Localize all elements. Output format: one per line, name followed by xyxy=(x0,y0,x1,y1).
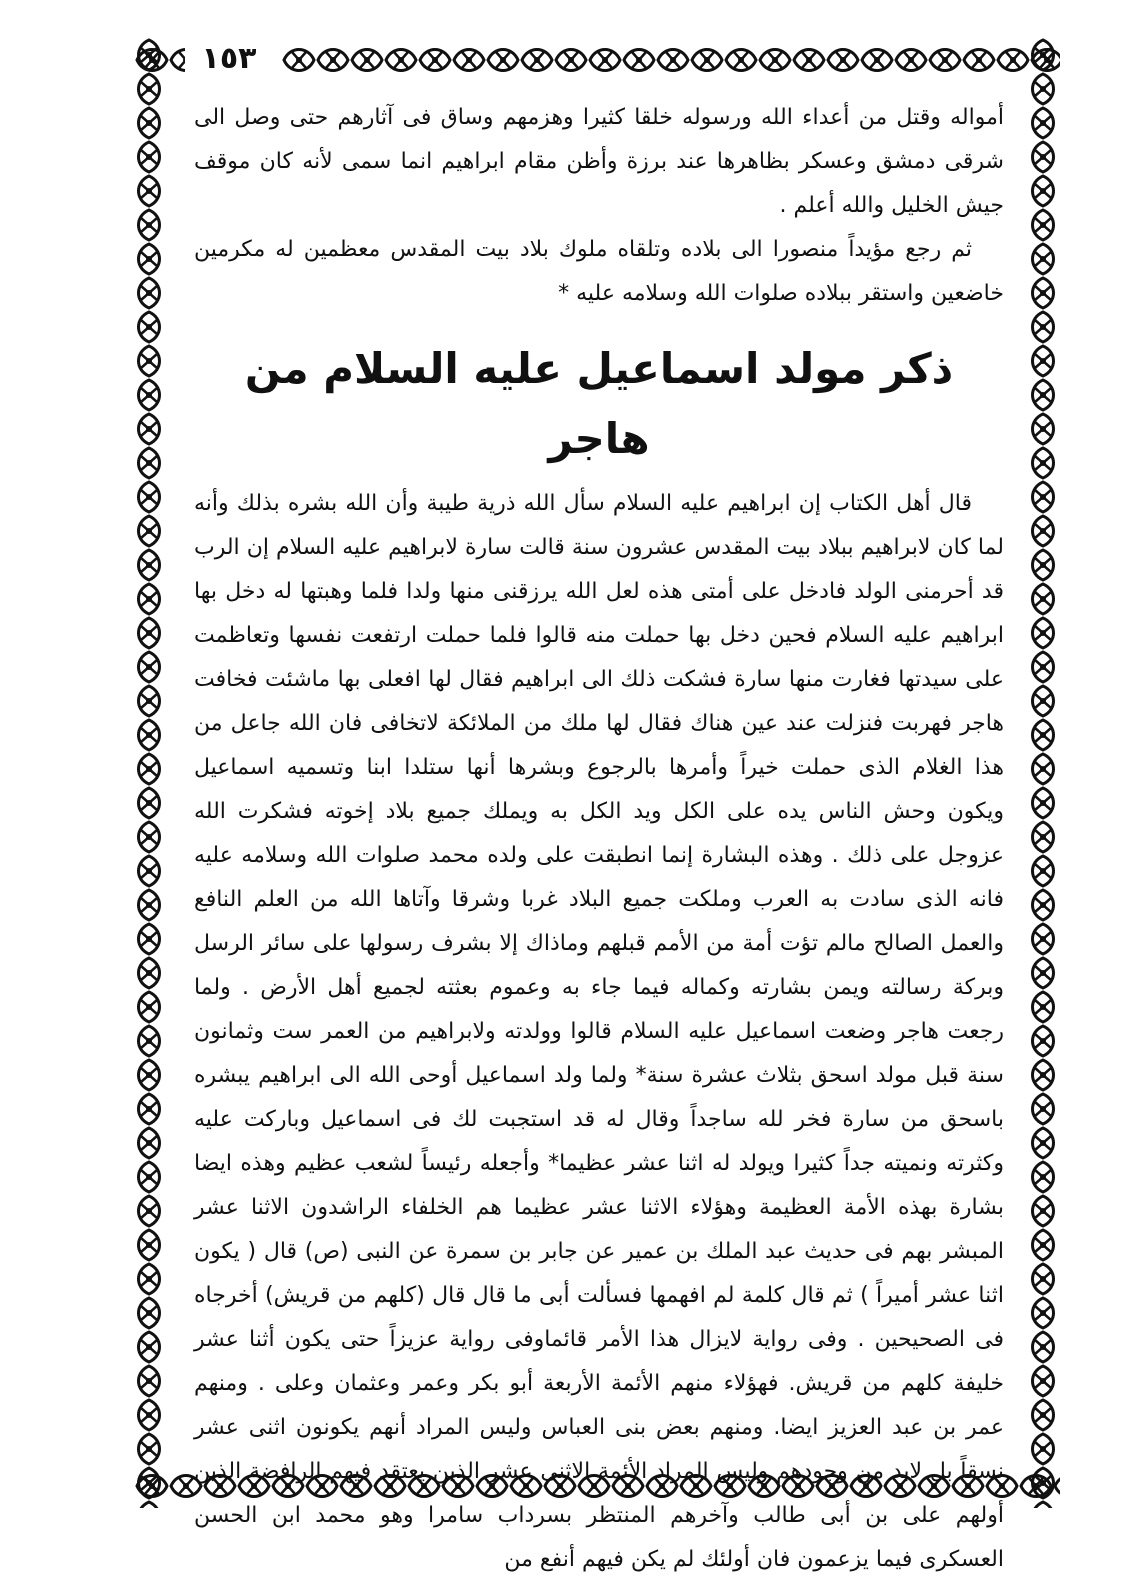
paragraph-intro-2: ثم رجع مؤيداً منصورا الى بلاده وتلقاه ملوك بلاد بيت المقدس معظمين له مكرمين خاضعين واستقر ببلاده صلوات الله وسلامه عليه * xyxy=(194,237,1004,306)
ornamental-border-top xyxy=(282,38,1060,82)
section-heading: ذكر مولد اسماعيل عليه السلام من هاجر xyxy=(244,344,954,463)
page-number: ١٥٣ xyxy=(201,40,257,76)
ornamental-border-right xyxy=(1020,38,1066,1508)
ornamental-border-left xyxy=(126,38,172,1508)
chain-ornament-right xyxy=(1020,38,1066,1508)
paragraph-main: قال أهل الكتاب إن ابراهيم عليه السلام سأل الله ذرية طيبة وأن الله بشره بذلك وأنه لما كان لابراهيم ببلاد بيت المقدس عشرون سنة قالت سارة لابراهيم عليه السلام إن الرب قد أحرمنى الولد فادخل على أمتى هذه لعل الله يرزقنى منها ولدا فلما وهبتها له دخل بها ابراهيم عليه السلام فحين دخل بها حملت منه قالوا فلما حملت ارتفعت نفسها وتعاظمت على سيدتها فغارت منها سارة فشكت ذلك الى ابراهيم فقال لها افعلى بها ماشئت فخافت هاجر فهربت فنزلت عند عين هناك فقال لها ملك من الملائكة لاتخافى فان الله جاعل من هذا الغلام الذى حملت خيراً وأمرها بالرجوع وبشرها أنها ستلدا ابنا وتسميه اسماعيل ويكون وحش الناس يده على الكل ويد الكل به ويملك جميع بلاد إخوته فشكرت الله عزوجل على ذلك . وهذه البشارة إنما انطبقت على ولده محمد صلوات الله وسلامه عليه فانه الذى سادت به العرب وملكت جميع البلاد غربا وشرقا وآتاها الله من العلم النافع والعمل الصالح مالم تؤت أمة من الأمم قبلهم وماذاك إلا بشرف رسولها على سائر الرسل وبركة رسالته ويمن بشارته وكماله فيما جاء به وعموم بعثته لجميع أهل الأرض . ولما رجعت هاجر وضعت اسماعيل عليه السلام قالوا وولدته ولابراهيم من العمر ست وثمانون سنة قبل مولد اسحق بثلاث عشرة سنة* ولما ولد اسماعيل أوحى الله الى ابراهيم يبشره باسحق من سارة فخر لله ساجداً وقال له قد استجبت لك فى اسماعيل وباركت عليه وكثرته ونميته جداً كثيرا ويولد له اثنا عشر عظيما* وأجعله رئيساً لشعب عظيم وهذه ايضا بشارة بهذه الأمة العظيمة وهؤلاء الاثنا عشر عظيما هم الخلفاء الراشدون الاثنا عشر المبشر بهم فى حديث عبد الملك بن عمير عن جابر بن سمرة عن النبى (ص) قال ( يكون اثنا عشر أميراً ) ثم قال كلمة لم افهمها فسألت أبى ما قال قال (كلهم من قريش) أخرجاه فى الصحيحين . وفى رواية لايزال هذا الأمر قائماوفى رواية عزيزاً حتى يكون أثنا عشر خليفة كلهم من قريش. فهؤلاء منهم الأئمة الأربعة أبو بكر وعمر وعثمان وعلى . ومنهم عمر بن عبد العزيز ايضا. ومنهم بعض بنى العباس وليس المراد أنهم يكونون اثنى عشر نسقاً بل لابد من وجودهم وليس المراد الأئمة الاثنى عشر الذين يعتقد فيهم الرافضة الذين أولهم على بن أبى طالب وآخرهم المنتظر بسرداب سامرا وهو محمد ابن الحسن العسكرى فيما يزعمون فان أولئك لم يكن فيهم أنفع من xyxy=(194,491,1004,1572)
page-body xyxy=(194,96,1004,1572)
chain-ornament-left xyxy=(126,38,172,1508)
chain-ornament-top xyxy=(282,38,1060,82)
paragraph-intro-1: أمواله وقتل من أعداء الله ورسوله خلقا كثيرا وهزمهم وساق فى آثارهم حتى وصل الى شرقى دمشق وعسكر بظاهرها عند برزة وأظن مقام ابراهيم انما سمى لأنه كان موقف جيش الخليل والله أعلم . xyxy=(194,105,1004,218)
